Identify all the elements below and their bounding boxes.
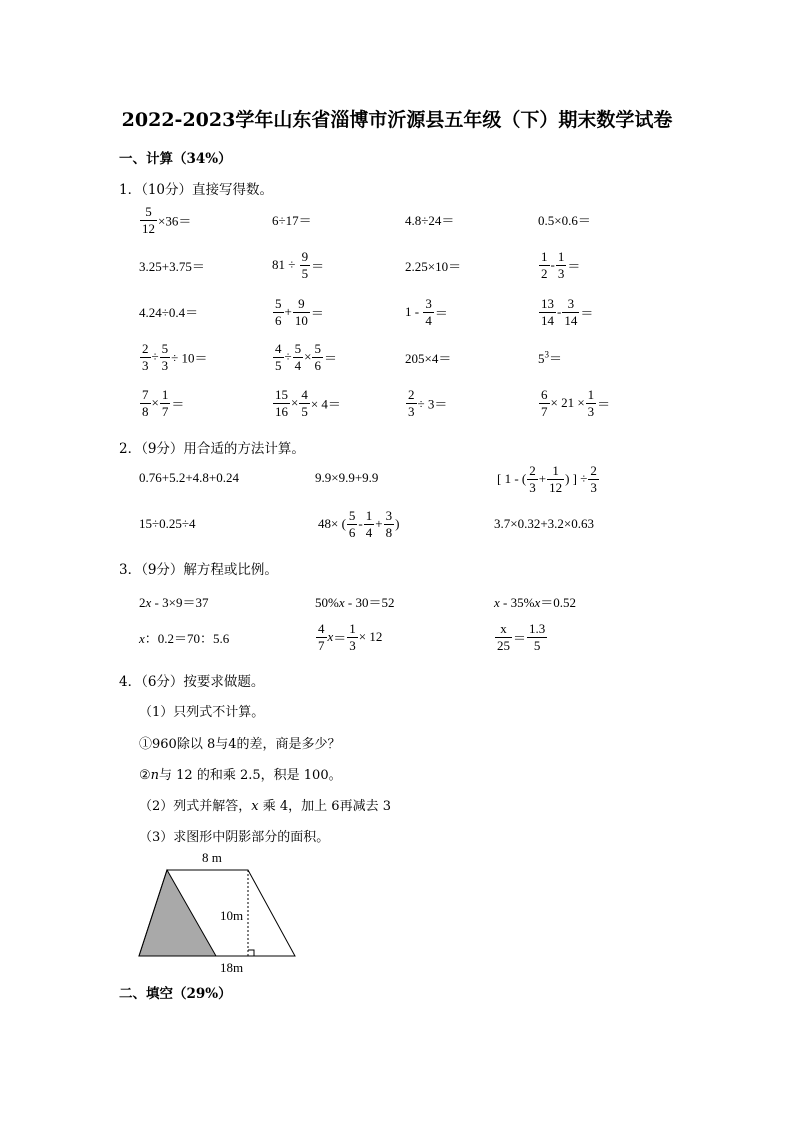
q4-part1-a: ①960除以 8与4的差，商是多少？: [139, 737, 341, 752]
q2-b: 9.9×9.9+9.9: [315, 470, 379, 485]
top-base-label: 8 m: [202, 850, 222, 865]
q1-r2-c: 2.25×10＝: [405, 259, 462, 274]
section-heading-fill: 二、填空（29%）: [119, 986, 232, 1002]
section-heading-calc: 一、计算（34%）: [119, 151, 232, 167]
q1-r2-d: $\frac{1}{2}$ - $\frac{1}{3}$ ＝: [541, 249, 581, 281]
q1-r2-a: 3.25+3.75＝: [139, 259, 205, 274]
q1-r4-c: 205×4＝: [405, 351, 452, 366]
bottom-base-label: 18m: [220, 960, 244, 975]
q3-label: 3．（9分）解方程或比例。: [119, 562, 278, 578]
q3-e: $\frac{4}{7}$ x＝ $\frac{1}{3}$ × 12: [318, 621, 383, 653]
q3-a: 2x - 3×9＝37: [139, 595, 209, 610]
q4-part1-b: ②n与 12 的和乘 2.5，积是 100。: [139, 768, 342, 783]
q1-r5-c: $\frac{2}{3}$ ÷ 3＝: [408, 387, 448, 419]
q1-r1-a: $\frac{5}{12}$ ×36＝: [142, 204, 192, 236]
q2-d: 15÷0.25÷4: [139, 516, 196, 531]
q1-r1-d: 0.5×0.6＝: [538, 213, 591, 228]
q1-r1-b: 6÷17＝: [272, 213, 312, 228]
q4-part2: （2）列式并解答，x 乘 4，加上 6再减去 3: [139, 799, 391, 814]
q1-r4-d: $5^3=$: [538, 349, 563, 366]
q3-c: x - 35%x＝0.52: [494, 595, 576, 610]
q1-r1-c: 4.8÷24＝: [405, 213, 455, 228]
trapezoid-figure: [130, 846, 310, 978]
height-label: 10m: [220, 908, 244, 923]
exam-title: 2022-2023学年山东省淄博市沂源县五年级（下）期末数学试卷: [121, 109, 673, 131]
q2-c: [ 1 - ( $\frac{2}{3}$ + $\frac{1}{12}$ ) ] ÷ $\frac{2}{3}$: [497, 463, 597, 495]
q4-part1: （1）只列式不计算。: [139, 705, 265, 720]
q1-r5-d: $\frac{6}{7}$ × 21 × $\frac{1}{3}$ ＝: [541, 387, 611, 419]
q1-r3-d: $\frac{13}{14}$ - $\frac{3}{14}$ ＝: [541, 296, 594, 328]
q1-r3-c: 1 - $\frac{3}{4}$ ＝: [405, 296, 448, 328]
q1-r3-a: 4.24÷0.4＝: [139, 305, 199, 320]
q1-label: 1．（10分）直接写得数。: [119, 182, 274, 198]
q1-r3-b: $\frac{5}{6}$ + $\frac{9}{10}$ ＝: [275, 296, 324, 328]
q2-label: 2．（9分）用合适的方法计算。: [119, 441, 305, 457]
right-angle-mark: [248, 950, 254, 956]
q3-d: x：0.2＝70：5.6: [139, 631, 230, 646]
q1-r4-a: $\frac{2}{3}$ ÷ $\frac{5}{3}$ ÷ 10＝: [142, 341, 208, 373]
q1-r2-b: 81 ÷ $\frac{9}{5}$ ＝: [272, 249, 325, 281]
q4-part3: （3）求图形中阴影部分的面积。: [139, 830, 330, 845]
q2-e: 48× ( $\frac{5}{6}$ - $\frac{1}{4}$ + $\frac{3}{8}$ ): [318, 508, 400, 540]
q2-a: 0.76+5.2+4.8+0.24: [139, 470, 239, 485]
q3-b: 50%x - 30＝52: [315, 595, 395, 610]
q1-r5-b: $\frac{15}{16}$ × $\frac{4}{5}$ × 4＝: [275, 387, 341, 419]
q4-label: 4．（6分）按要求做题。: [119, 674, 265, 690]
shaded-triangle: [139, 870, 216, 956]
q1-r4-b: $\frac{4}{5}$ ÷ $\frac{5}{4}$ × $\frac{5}{6}$ ＝: [275, 341, 337, 373]
q1-r5-a: $\frac{7}{8}$ × $\frac{1}{7}$ ＝: [142, 387, 185, 419]
q3-f: $\frac{x}{25}$ ＝ $\frac{1.3}{5}$: [497, 621, 546, 653]
q2-f: 3.7×0.32+3.2×0.63: [494, 516, 594, 531]
